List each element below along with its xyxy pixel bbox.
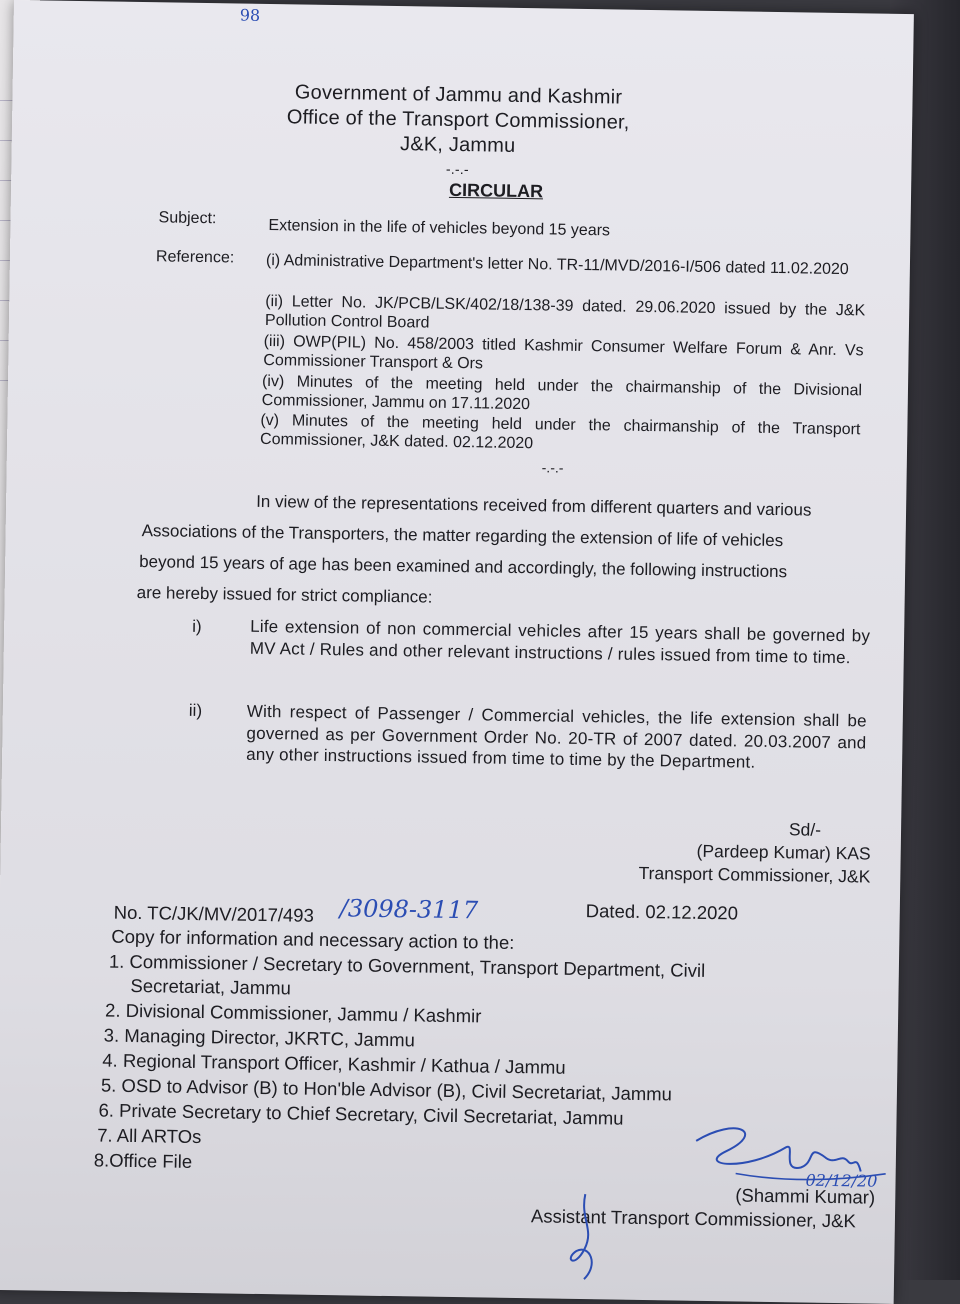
copy-item-5: 5. OSD to Advisor (B) to Hon'ble Advisor (B), Civil Secretariat, Jammu [100, 1074, 673, 1105]
instruction-1-number: i) [192, 616, 202, 637]
body-line-2: Associations of the Transporters, the matter regarding the extension of life of vehicles [141, 521, 784, 551]
copy-item-4: 4. Regional Transport Officer, Kashmir / Kathua / Jammu [102, 1049, 566, 1078]
reference-item-4: (iv) Minutes of the meeting held under the chairmanship of the Divisional Commissioner, Jammu on 17.11.2020 [261, 372, 863, 413]
assistant-designation: Assistant Transport Commissioner, J&K [530, 1205, 856, 1232]
copy-item-7: 7. All ARTOs [97, 1124, 202, 1148]
header-separator: -.-.- [445, 160, 469, 178]
instruction-2-text: With respect of Passenger / Commercial vehicles, the life extension shall be governed as per Government Order No. 20-TR of 2007 dated. 20.03.2007 and any other instructions issued from time to time by the Department. [246, 701, 867, 772]
header-line-3: J&K, Jammu [399, 133, 516, 157]
signature-name: (Pardeep Kumar) KAS [696, 840, 871, 864]
header-line-2: Office of the Transport Commissioner, [286, 106, 630, 134]
reference-separator: -.-.- [541, 459, 564, 476]
signature-sd: Sd/- [788, 819, 822, 840]
copy-item-2: 2. Divisional Commissioner, Jammu / Kashmir [104, 999, 482, 1027]
handwritten-initials [554, 1189, 636, 1290]
assistant-name: (Shammi Kumar) [735, 1184, 876, 1208]
signature-designation: Transport Commissioner, J&K [638, 862, 871, 887]
body-line-1: In view of the representations received from different quarters and various [256, 491, 812, 520]
copy-line: Copy for information and necessary action to the: [111, 925, 515, 953]
reference-item-3: (iii) OWP(PIL) No. 458/2003 titled Kashmir Consumer Welfare Forum & Anr. Vs Commissioner Transport & Ors [263, 332, 864, 372]
reference-item-5: (v) Minutes of the meeting held under the chairmanship of the Transport Commissioner, J&K dated. 02.12.2020 [260, 411, 861, 452]
copy-item-1-cont: Secretariat, Jammu [130, 974, 292, 999]
copy-item-3: 3. Managing Director, JKRTC, Jammu [103, 1024, 416, 1051]
copy-item-6: 6. Private Secretary to Chief Secretary, Civil Secretariat, Jammu [98, 1099, 624, 1129]
instruction-2-number: ii) [188, 700, 203, 721]
handwritten-dispatch-range: /3098-3117 [339, 894, 479, 925]
body-line-3: beyond 15 years of age has been examined and accordingly, the following instructions [139, 552, 788, 582]
header-line-1: Government of Jammu and Kashmir [294, 81, 623, 109]
reference-item-2: (ii) Letter No. JK/PCB/LSK/402/18/138-39 dated. 29.06.2020 issued by the J&K Pollution Control Board [264, 292, 866, 332]
handwritten-page-number: 98 [239, 5, 261, 25]
subject-label: Subject: [158, 209, 217, 228]
dispatch-date: Dated. 02.12.2020 [585, 900, 739, 924]
copy-item-8: 8.Office File [93, 1149, 193, 1172]
dispatch-number: No. TC/JK/MV/2017/493 [113, 901, 315, 926]
body-line-4: are hereby issued for strict compliance: [136, 583, 433, 607]
handwritten-date: 02/12/20 [805, 1170, 878, 1191]
circular-title: CIRCULAR [448, 179, 544, 202]
instruction-1-text: Life extension of non commercial vehicles after 15 years shall be governed by MV Act / Rules and other relevant instructions / rules issued from time to time. [249, 616, 871, 667]
subject-text: Extension in the life of vehicles beyond 15 years [268, 217, 611, 240]
copy-item-1: 1. Commissioner / Secretary to Government, Transport Department, Civil [108, 950, 706, 981]
reference-label: Reference: [155, 248, 235, 267]
reference-item-1: (i) Administrative Department's letter No. TR-11/MVD/2016-I/506 dated 11.02.2020 [265, 251, 849, 279]
